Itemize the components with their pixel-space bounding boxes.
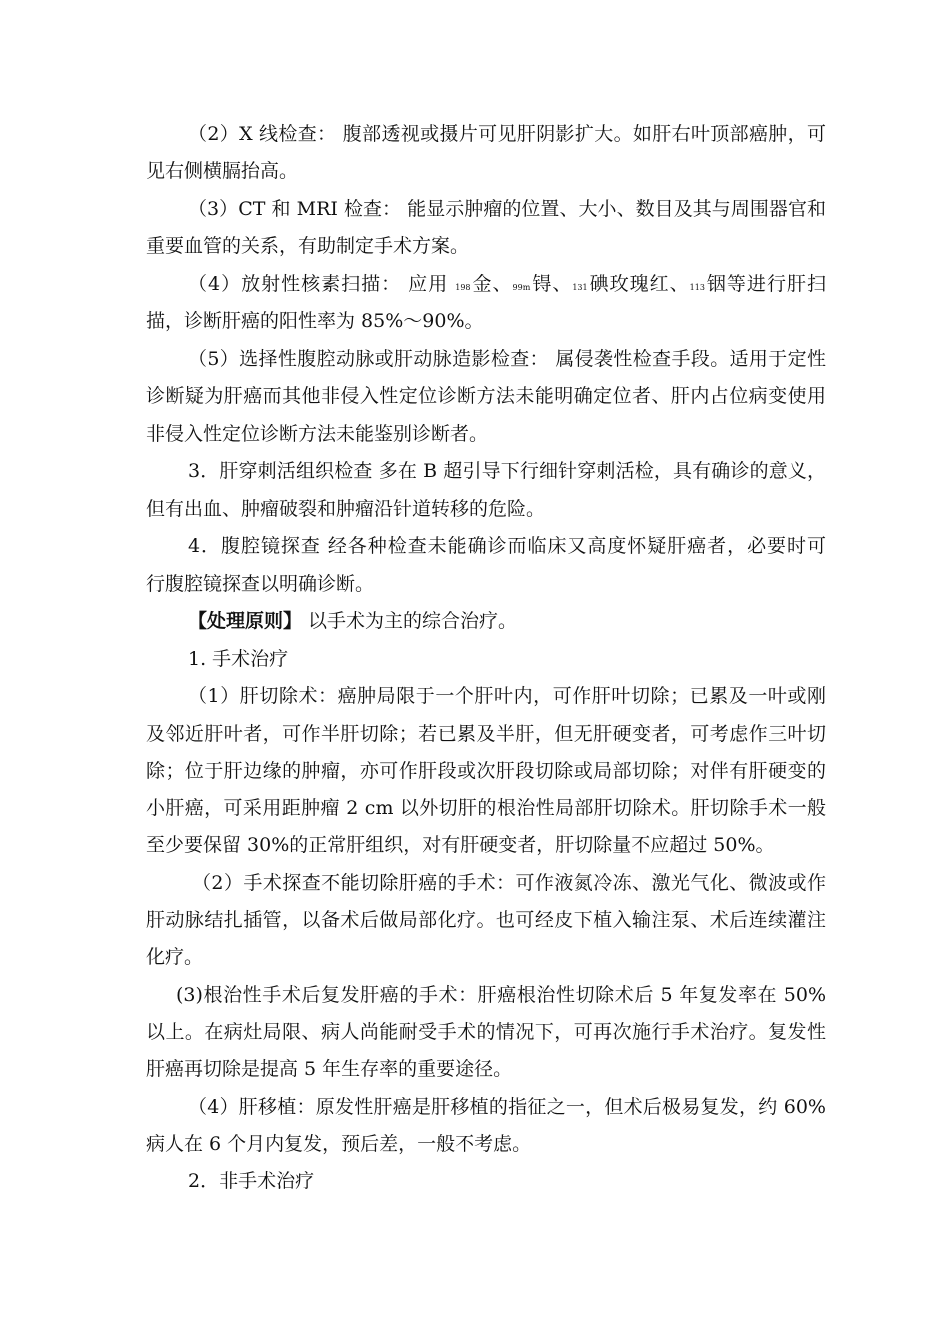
paragraph-line: 但有出血、肿瘤破裂和肿瘤沿针道转移的危险。 [146,498,546,520]
paragraph-line: (3)根治性手术后复发肝癌的手术：肝癌根治性切除术后 5 年复发率在 50% [176,984,826,1006]
paragraph-line [188,270,826,300]
paragraph-line: 诊断疑为肝癌而其他非侵入性定位诊断方法未能明确定位者、肝内占位病变使用 [146,385,826,407]
isotope-mass-number: 113 [689,283,705,292]
paragraph-line: 肝动脉结扎插管，以备术后做局部化疗。也可经皮下植入输注泵、术后连续灌注 [146,909,826,931]
subsection-heading: 1. 手术治疗 [188,648,289,670]
paragraph-line: （5）选择性腹腔动脉或肝动脉造影检查： 属侵袭性检查手段。适用于定性 [188,348,826,370]
paragraph-line: 至少要保留 30%的正常肝组织，对有肝硬变者，肝切除量不应超过 50%。 [146,834,775,856]
paragraph-line: （2）X 线检查： 腹部透视或摄片可见肝阴影扩大。如肝右叶顶部癌肿，可 [188,123,826,145]
paragraph-line: （1）肝切除术：癌肿局限于一个肝叶内，可作肝叶切除；已累及一叶或刚 [188,685,826,707]
paragraph-line: 及邻近肝叶者，可作半肝切除；若已累及半肝，但无肝硬变者，可考虑作三叶切 [146,723,826,745]
paragraph-line: 除；位于肝边缘的肿瘤，亦可作肝段或次肝段切除或局部切除；对伴有肝硬变的 [146,760,826,782]
isotope-mass-number: 198 [455,283,471,292]
paragraph-line: 见右侧横膈抬高。 [146,160,299,182]
paragraph-line: 病人在 6 个月内复发，预后差，一般不考虑。 [146,1133,532,1155]
paragraph-line: 描，诊断肝癌的阳性率为 85%～90%。 [146,310,484,332]
paragraph-line: 小肝癌，可采用距肿瘤 2 cm 以外切肝的根治性局部肝切除术。肝切除手术一般 [146,797,826,819]
isotope-line-prefix: （4）放射性核素扫描： 应用 [188,273,456,295]
paragraph-line: （4）肝移植：原发性肝癌是肝移植的指征之一，但术后极易复发，约 60% [188,1096,826,1118]
paragraph-line: 非侵入性定位诊断方法未能鉴别诊断者。 [146,423,489,445]
paragraph-line: 重要血管的关系，有助制定手术方案。 [146,235,470,257]
subsection-heading: 2．非手术治疗 [188,1170,315,1192]
paragraph-line: 肝癌再切除是提高 5 年生存率的重要途径。 [146,1058,513,1080]
isotope-mass-number: 99m [512,283,531,292]
paragraph-line: （2）手术探查不能切除肝癌的手术：可作液氮冷冻、激光气化、微波或作 [192,872,826,894]
isotope-element: 金、 [471,273,513,295]
principle-text: 以手术为主的综合治疗。 [302,610,518,632]
paragraph-line: 4．腹腔镜探查 经各种检查未能确诊而临床又高度怀疑肝癌者，必要时可 [188,535,826,557]
paragraph-line: 3．肝穿刺活组织检查 多在 B 超引导下行细针穿刺活检，具有确诊的意义， [188,460,826,482]
isotope-element: 铟等进行肝扫 [705,273,826,295]
isotope-mass-number: 131 [572,283,588,292]
paragraph-line: 化疗。 [146,946,204,968]
paragraph-line: （3）CT 和 MRI 检查： 能显示肿瘤的位置、大小、数目及其与周围器官和 [188,198,826,220]
principle-heading: 【处理原则】 [188,610,303,632]
paragraph-line: 以上。在病灶局限、病人尚能耐受手术的情况下，可再次施行手术治疗。复发性 [146,1021,826,1043]
isotope-element: 锝、 [531,273,573,295]
paragraph-line: 行腹腔镜探查以明确诊断。 [146,573,375,595]
isotope-element: 碘玫瑰红、 [588,273,690,295]
section-heading [188,607,826,637]
